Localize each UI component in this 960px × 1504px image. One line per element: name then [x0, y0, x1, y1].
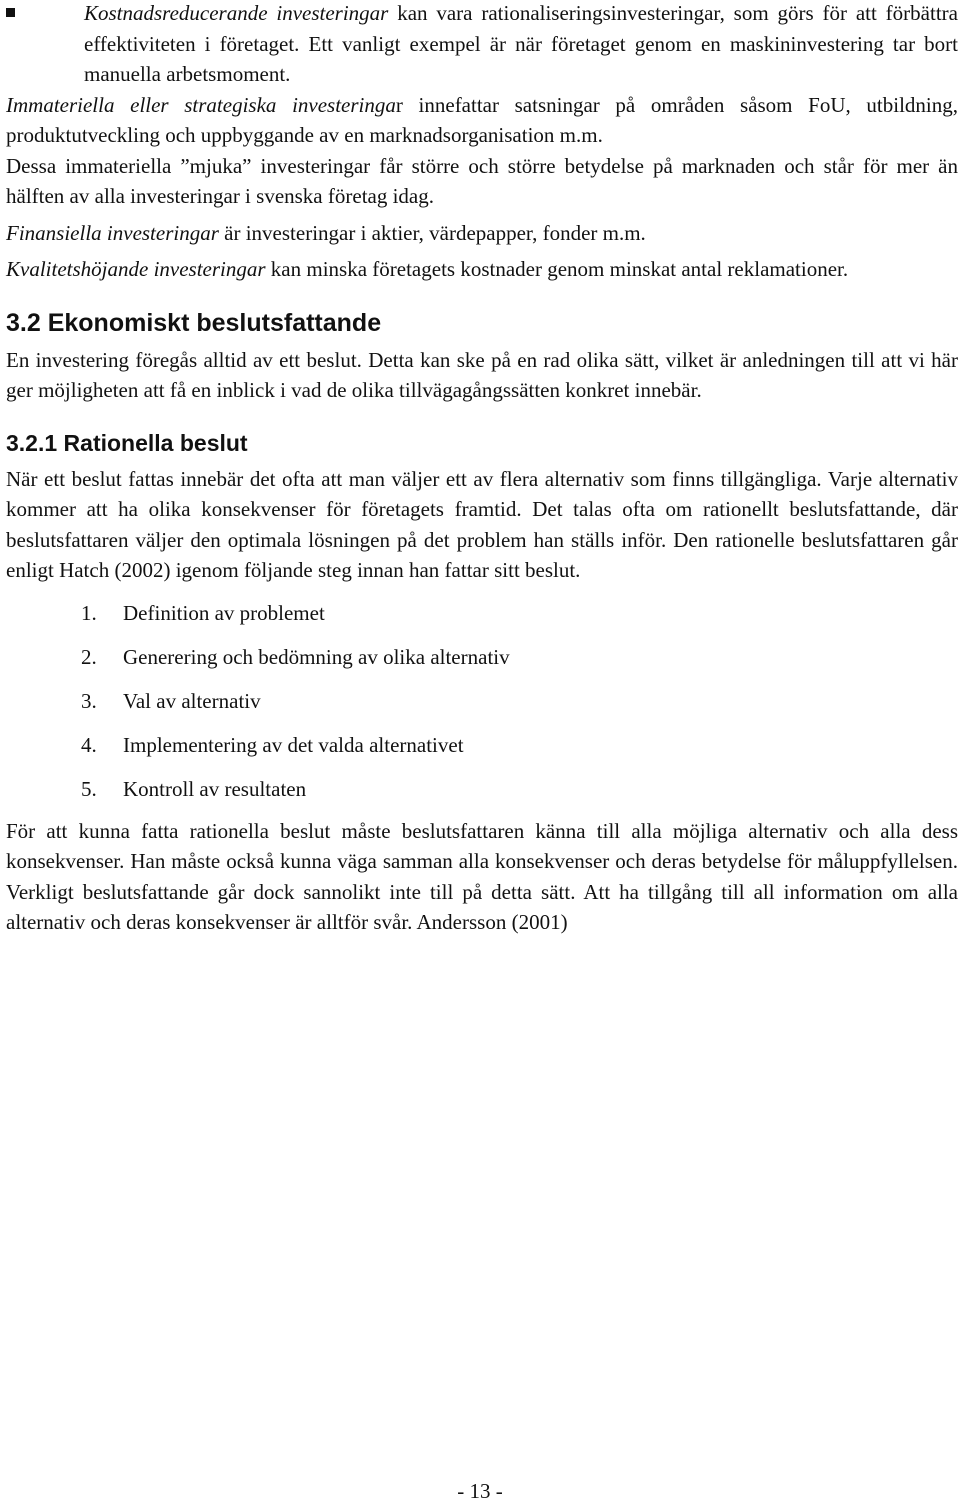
page-footer	[0, 1478, 960, 1504]
term-immateriella: Immateriella eller strategiska investeringa	[6, 92, 396, 117]
list-item: 2. Generering och bedömning av olika alternativ	[81, 644, 510, 669]
paragraph-3-2-body: En investering föregås alltid av ett beslut. Detta kan ske på en rad olika sätt, vilket är anledningen till att vi här ger möjligheten att få en inblick i vad de olika tillvägagångssätten konkret innebär.	[6, 347, 958, 402]
heading-3-2: 3.2 Ekonomiskt beslutsfattande	[6, 308, 382, 337]
bullet-paragraph-kostnadsreducerande	[6, 0, 958, 90]
term-finansiella: Finansiella investeringar	[6, 220, 219, 245]
term-kostnadsreducerande: Kostnadsreducerande investeringar	[84, 1, 389, 25]
heading-3-2-1: 3.2.1 Rationella beslut	[6, 429, 248, 456]
paragraph-closing: För att kunna fatta rationella beslut måste beslutsfattaren känna till alla möjliga alternativ och alla dess konsekvenser. Han måste också kunna väga samman alla konsekvenser och deras betydelse för måluppfyllelsen. Verkligt beslutsfattande går dock sannolikt inte till på detta sätt. Att ha tillgång till all information om alla alternativ och deras konsekvenser är alltför svår. Andersson (2001)	[6, 818, 958, 934]
paragraph-dessa: Dessa immateriella ”mjuka” investeringar får större och större betydelse på marknaden och står för mer än hälften av alla investeringar i svenska företag idag.	[6, 153, 958, 208]
page-number: - 13 -	[457, 1479, 503, 1503]
decision-steps-list	[6, 598, 958, 818]
list-item: 5. Kontroll av resultaten	[81, 776, 307, 801]
term-kvalitetshojande: Kvalitetshöjande investeringar	[6, 257, 266, 281]
bullet-text: kan vara rationaliseringsinvesteringar, som görs för att förbättra effektiviteten i företaget. Ett vanligt exempel är när företaget genom en maskininvestering tar bort manuella arbetsmoment.	[84, 1, 958, 86]
paragraph-3-2-1-body: När ett beslut fattas innebär det ofta att man väljer ett av flera alternativ som finns tillgängliga. Varje alternativ kommer att ha olika konsekvenser för företagets framtid. Det talas ofta om rationellt beslutsfattande, där beslutsfattaren väljer den optimala lösningen på det problem han ställs inför. Den rationelle beslutsfattaren går enligt Hatch (2002) igenom följande steg innan han fattar sitt beslut.	[6, 466, 958, 582]
document-page	[6, 0, 958, 938]
paragraph-immateriella: Immateriella eller strategiska investeringar innefattar satsningar på områden såsom FoU, utbildning, produktutveckling och uppbyggande av en marknadsorganisation m.m.	[6, 92, 958, 147]
paragraph-finansiella: Finansiella investeringar är investeringar i aktier, värdepapper, fonder m.m.	[6, 220, 646, 245]
square-bullet-icon	[6, 8, 15, 17]
paragraph-kvalitetshojande: Kvalitetshöjande investeringar kan minska företagets kostnader genom minskat antal reklamationer.	[6, 257, 849, 281]
list-item: 1. Definition av problemet	[81, 600, 325, 625]
list-item: 4. Implementering av det valda alternativet	[81, 732, 464, 757]
list-item: 3. Val av alternativ	[81, 688, 261, 713]
